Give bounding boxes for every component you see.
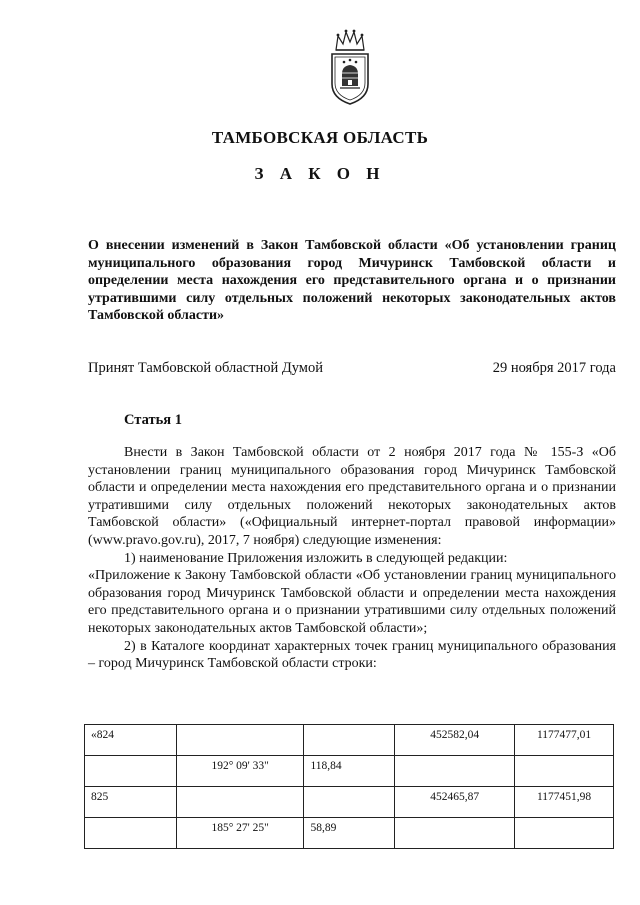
table-row xyxy=(85,756,614,787)
table-cell xyxy=(304,725,395,756)
table-cell: 192° 09' 33" xyxy=(176,756,304,787)
table-cell: 452465,87 xyxy=(395,787,515,818)
law-title: О внесении изменений в Закон Тамбовской области «Об установлении границ муниципального образования город Мичуринск Тамбовской области и определении места нахождения его представительного органа и о признании утратившими силу отдельных положений некоторых законодательных актов Тамбовской области» xyxy=(88,238,616,324)
table-cell xyxy=(85,818,177,849)
table-cell: «824 xyxy=(85,725,177,756)
article-paragraph: «Приложение к Закону Тамбовской области «Об установлении границ муниципального образования город Мичуринск Тамбовской области и определении места нахождения его представительного органа и о признании утратившими силу отдельных положений некоторых законодательных актов Тамбовской области»; xyxy=(88,568,616,636)
table-cell xyxy=(395,756,515,787)
table-cell: 825 xyxy=(85,787,177,818)
article-body xyxy=(88,444,616,673)
table-cell: 1177477,01 xyxy=(515,725,614,756)
article-heading: Статья 1 xyxy=(124,412,182,428)
coat-of-arms-emblem xyxy=(326,28,374,106)
table-row xyxy=(85,818,614,849)
table-cell: 1177451,98 xyxy=(515,787,614,818)
table-row xyxy=(85,725,614,756)
adopting-body: Принят Тамбовской областной Думой xyxy=(88,360,323,376)
adoption-line xyxy=(88,360,616,377)
document-type-heading: З А К О Н xyxy=(254,164,386,183)
table-cell xyxy=(176,787,304,818)
table-cell xyxy=(395,818,515,849)
table-cell xyxy=(515,818,614,849)
adoption-date: 29 ноября 2017 года xyxy=(492,360,616,376)
table-cell: 452582,04 xyxy=(395,725,515,756)
table-cell xyxy=(304,787,395,818)
table-cell: 118,84 xyxy=(304,756,395,787)
article-paragraph: 1) наименование Приложения изложить в следующей редакции: xyxy=(124,550,508,566)
table-cell xyxy=(85,756,177,787)
table-row xyxy=(85,787,614,818)
table-cell xyxy=(515,756,614,787)
table-cell: 58,89 xyxy=(304,818,395,849)
table-cell xyxy=(176,725,304,756)
article-paragraph: 2) в Каталоге координат характерных точек границ муниципального образования – город Мичуринск Тамбовской области строки: xyxy=(88,638,616,672)
region-heading: ТАМБОВСКАЯ ОБЛАСТЬ xyxy=(211,128,429,147)
coordinates-table xyxy=(84,724,614,849)
table-cell: 185° 27' 25" xyxy=(176,818,304,849)
article-paragraph: Внести в Закон Тамбовской области от 2 ноября 2017 года № 155-З «Об установлении границ муниципального образования город Мичуринск Тамбовской области и определении места нахождения его представительного органа и о признании утратившими силу отдельных положений некоторых законодательных актов Тамбовской области» («Официальный интернет-портал правовой информации» (www.pravo.gov.ru), 2017, 7 ноября) следующие изменения: xyxy=(88,445,616,548)
